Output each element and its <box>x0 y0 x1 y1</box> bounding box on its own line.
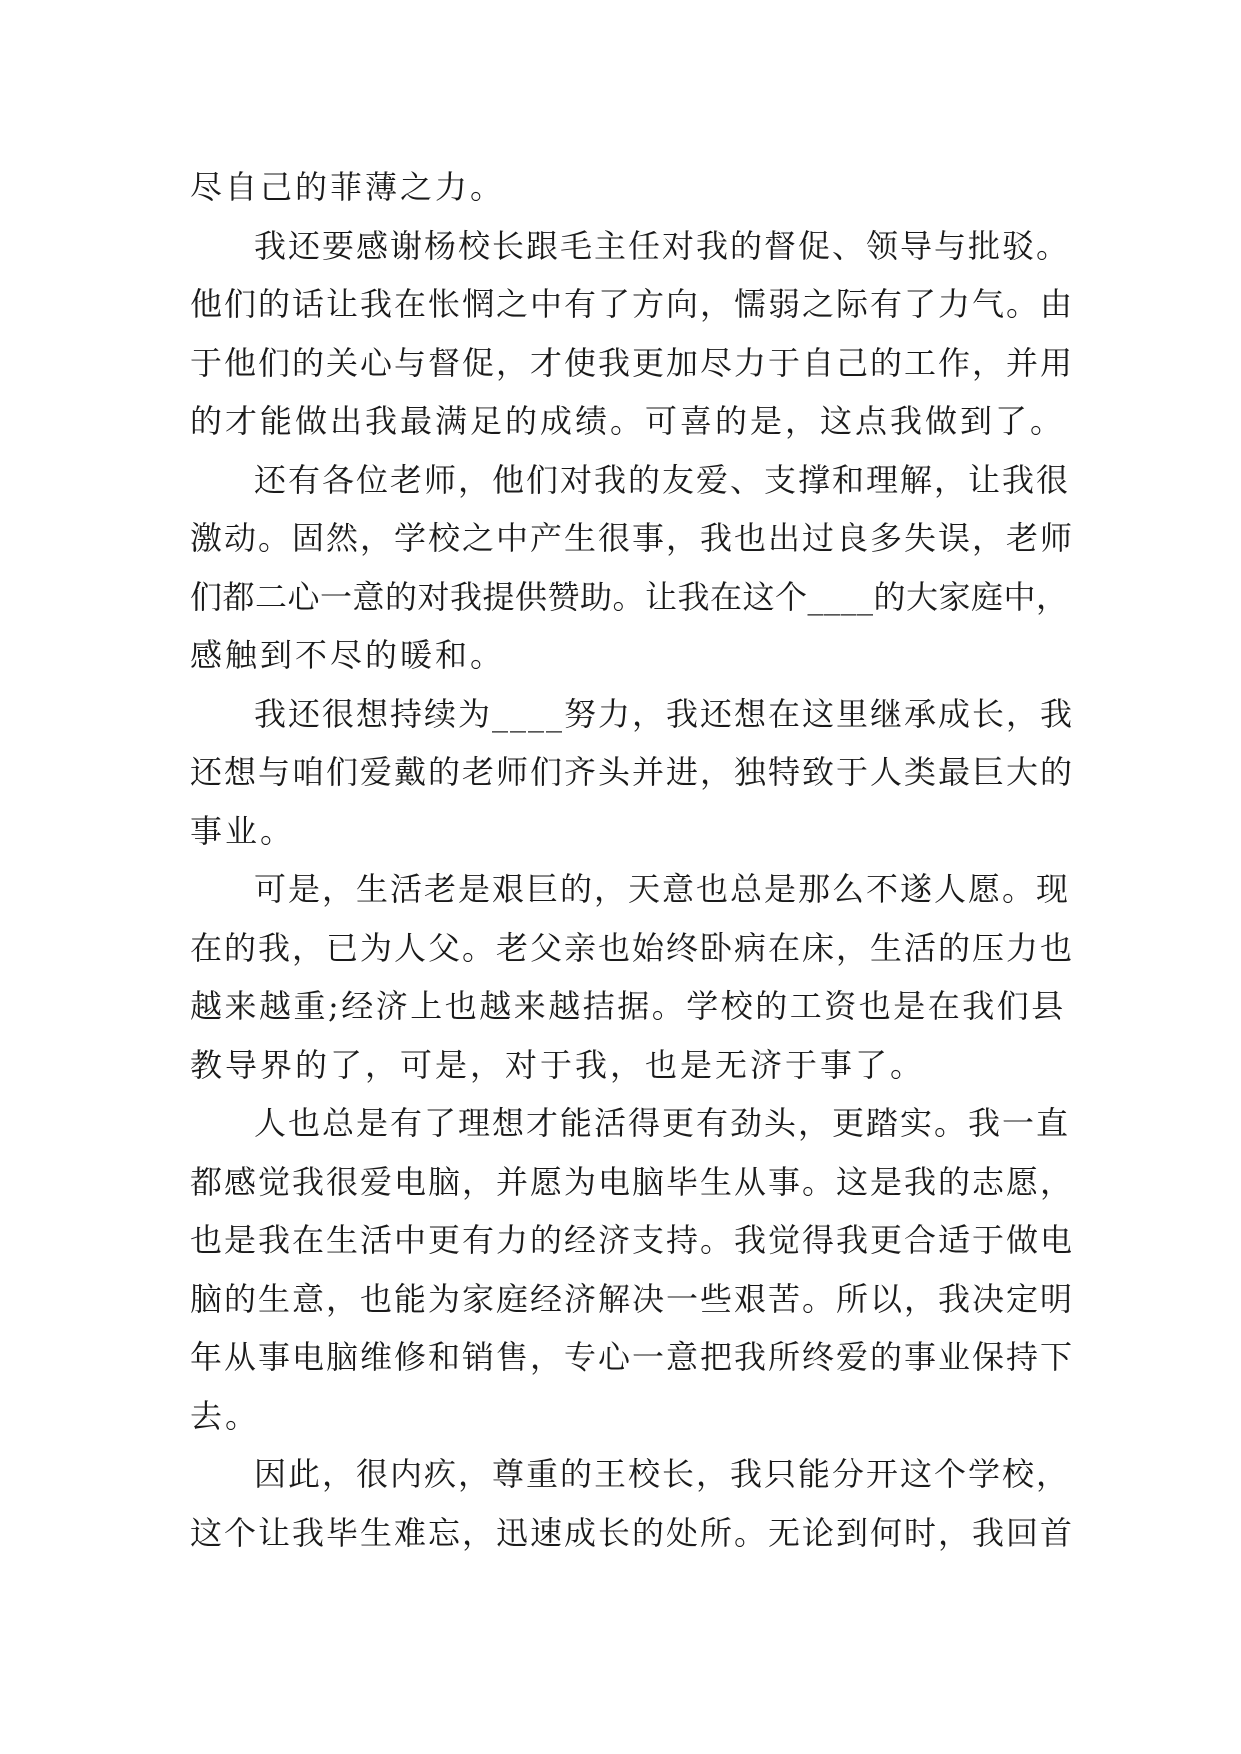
text-line: 他们的话让我在怅惘之中有了方向，懦弱之际有了力气。由 <box>190 285 1075 323</box>
text-line: 激动。固然，学校之中产生很事，我也出过良多失误，老师 <box>190 519 1075 557</box>
text-line: 也是我在生活中更有力的经济支持。我觉得我更合适于做电 <box>190 1221 1075 1259</box>
paragraph-5 <box>190 860 1075 1094</box>
text-line: 还想与咱们爱戴的老师们齐头并进，独特致于人类最巨大的 <box>190 753 1075 791</box>
text-line: 们都二心一意的对我提供赞助。让我在这个____的大家庭中， <box>190 577 1069 616</box>
text-line: 去。 <box>190 1396 261 1435</box>
paragraph-2 <box>190 217 1075 451</box>
text-line: 感触到不尽的暖和。 <box>190 636 506 674</box>
text-line: 于他们的关心与督促，才使我更加尽力于自己的工作，并用 <box>190 343 1075 382</box>
text-line: 的才能做出我最满足的成绩。可喜的是，这点我做到了。 <box>190 402 1066 440</box>
text-line: 可是，生活老是艰巨的，天意也总是那么不遂人愿。现 <box>254 870 1071 908</box>
text-line: 越来越重;经济上也越来越拮据。学校的工资也是在我们县 <box>190 987 1066 1025</box>
paragraph-3 <box>190 451 1075 685</box>
text-line: 脑的生意，也能为家庭经济解决一些艰苦。所以，我决定明 <box>190 1279 1075 1318</box>
text-line: 尽自己的菲薄之力。 <box>190 168 506 206</box>
text-line: 还有各位老师，他们对我的友爱、支撑和理解，让我很 <box>254 460 1071 499</box>
text-line: 都感觉我很爱电脑，并愿为电脑毕生从事。这是我的志愿， <box>190 1162 1075 1201</box>
paragraph-1 <box>190 158 1075 217</box>
text-line: 这个让我毕生难忘，迅速成长的处所。无论到何时，我回首 <box>190 1513 1075 1552</box>
text-line: 教导界的了，可是，对于我，也是无济于事了。 <box>190 1045 926 1084</box>
text-line: 在的我，已为人父。老父亲也始终卧病在床，生活的压力也 <box>190 928 1075 967</box>
paragraph-7 <box>190 1445 1075 1562</box>
text-line: 事业。 <box>190 811 296 850</box>
letter-body <box>190 158 1075 1562</box>
text-line: 因此，很内疚，尊重的王校长，我只能分开这个学校， <box>254 1455 1071 1493</box>
paragraph-4 <box>190 685 1075 861</box>
paragraph-6 <box>190 1094 1075 1445</box>
text-line: 年从事电脑维修和销售，专心一意把我所终爱的事业保持下 <box>190 1338 1075 1376</box>
text-line: 我还很想持续为____努力，我还想在这里继承成长，我 <box>254 694 1075 733</box>
text-line: 我还要感谢杨校长跟毛主任对我的督促、领导与批驳。 <box>254 226 1071 265</box>
text-line: 人也总是有了理想才能活得更有劲头，更踏实。我一直 <box>254 1104 1071 1142</box>
